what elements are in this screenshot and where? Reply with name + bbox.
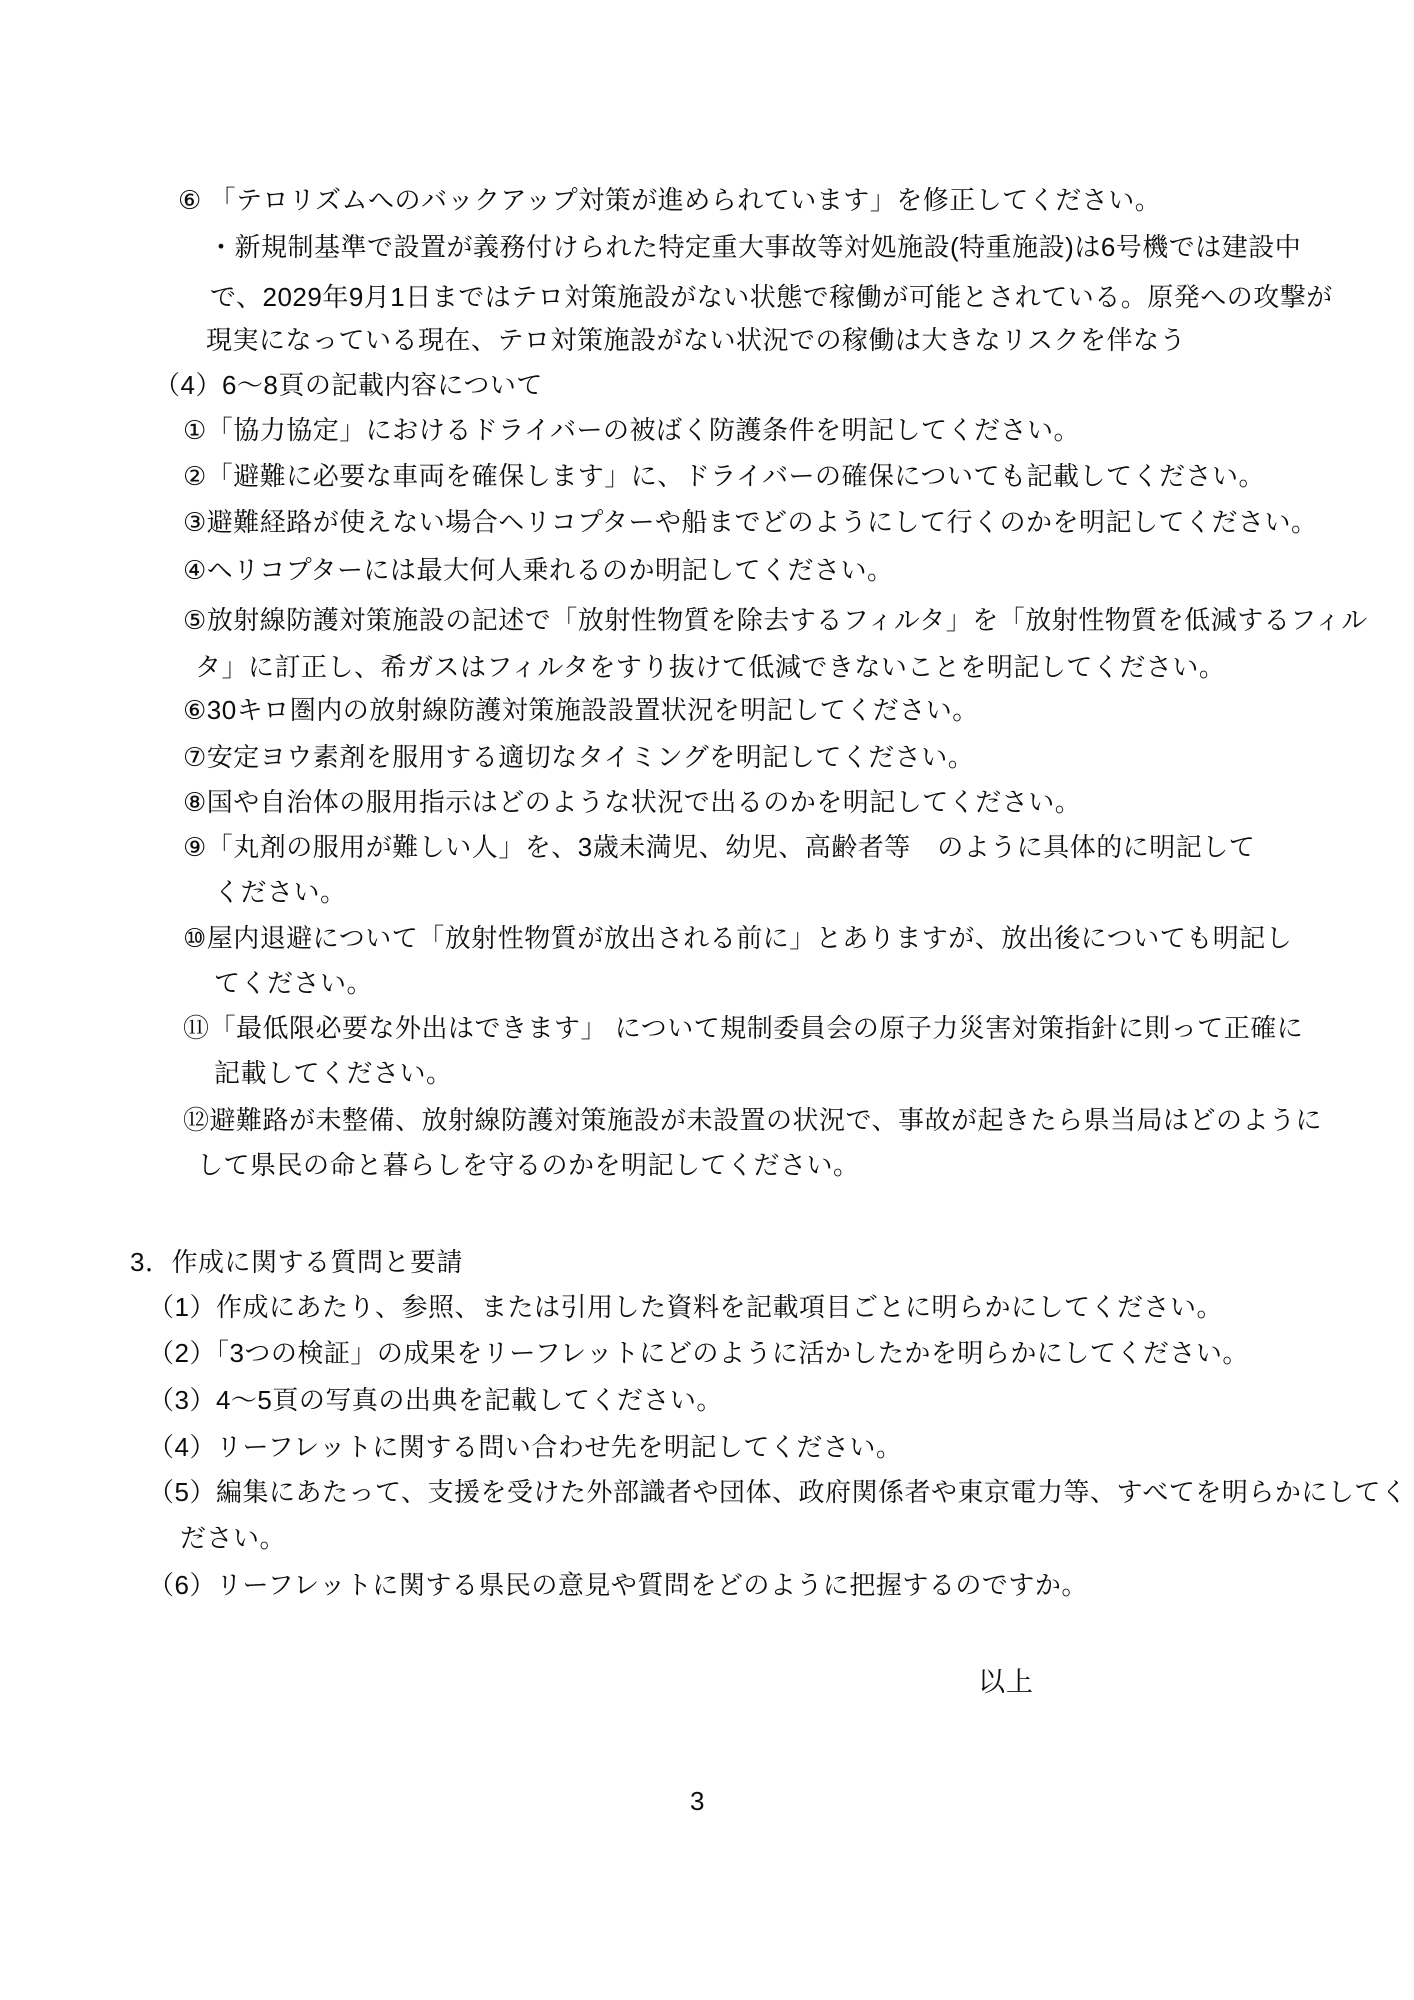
text-line: ⑪「最低限必要な外出はできます」 について規制委員会の原子力災害対策指針に則って正確に: [183, 1013, 1304, 1043]
text-line: ・新規制基準で設置が義務付けられた特定重大事故等対処施設(特重施設)は6号機では建設中: [208, 232, 1302, 262]
text-line: して県民の命と暮らしを守るのかを明記してください。: [197, 1150, 860, 1180]
text-line: （5）編集にあたって、支援を受けた外部識者や団体、政府関係者や東京電力等、すべてを明らかにしてく: [148, 1477, 1408, 1507]
text-line: （4）リーフレットに関する問い合わせ先を明記してください。: [148, 1432, 903, 1462]
text-line: ださい。: [180, 1523, 287, 1553]
text-line: タ」に訂正し、希ガスはフィルタをすり抜けて低減できないことを明記してください。: [195, 652, 1226, 682]
text-line: （1）作成にあたり、参照、または引用した資料を記載項目ごとに明らかにしてください。: [148, 1292, 1223, 1322]
text-line: ①「協力協定」におけるドライバーの被ばく防護条件を明記してください。: [183, 415, 1081, 445]
text-line: ⑥ 「テロリズムへのバックアップ対策が進められています」を修正してください。: [178, 185, 1162, 215]
text-line: （3）4～5頁の写真の出典を記載してください。: [148, 1385, 723, 1415]
page-number: 3: [690, 1786, 705, 1816]
text-line: 現実になっている現在、テロ対策施設がない状況での稼働は大きなリスクを伴なう: [206, 325, 1186, 355]
text-line: ⑨「丸剤の服用が難しい人」を、3歳未満児、幼児、高齢者等 のように具体的に明記して: [183, 832, 1256, 862]
text-line: ③避難経路が使えない場合ヘリコプターや船までどのようにして行くのかを明記してください。: [183, 507, 1318, 537]
text-line: ⑧国や自治体の服用指示はどのような状況で出るのかを明記してください。: [183, 787, 1082, 817]
text-line: てください。: [214, 968, 374, 998]
text-line: ⑤放射線防護対策施設の記述で「放射性物質を除去するフィルタ」を「放射性物質を低減するフィル: [183, 605, 1368, 635]
text-line: （4）6～8頁の記載内容について: [154, 370, 543, 400]
text-line: （6）リーフレットに関する県民の意見や質問をどのように把握するのですか。: [148, 1570, 1088, 1600]
text-line: 記載してください。: [214, 1058, 453, 1088]
text-line: ④ヘリコプターには最大何人乗れるのか明記してください。: [183, 555, 894, 585]
text-line: で、2029年9月1日まではテロ対策施設がない状態で稼働が可能とされている。原発への攻撃が: [210, 282, 1333, 312]
text-line: ください。: [214, 877, 347, 907]
text-line: ⑦安定ヨウ素剤を服用する適切なタイミングを明記してください。: [183, 742, 975, 772]
closing-statement: 以上: [978, 1667, 1034, 1697]
text-line: ⑩屋内退避について「放射性物質が放出される前に」とありますが、放出後についても明記し: [183, 923, 1293, 953]
text-line: ⑥30キロ圏内の放射線防護対策施設設置状況を明記してください。: [183, 695, 979, 725]
text-line: ⑫避難路が未整備、放射線防護対策施設が未設置の状況で、事故が起きたら県当局はどのように: [183, 1105, 1322, 1135]
text-line: （2）「3つの検証」の成果をリーフレットにどのように活かしたかを明らかにしてください。: [148, 1338, 1249, 1368]
text-line: ②「避難に必要な車両を確保します」に、ドライバーの確保についても記載してください。: [183, 461, 1265, 491]
section-3-heading: 3．作成に関する質問と要請: [130, 1247, 463, 1277]
